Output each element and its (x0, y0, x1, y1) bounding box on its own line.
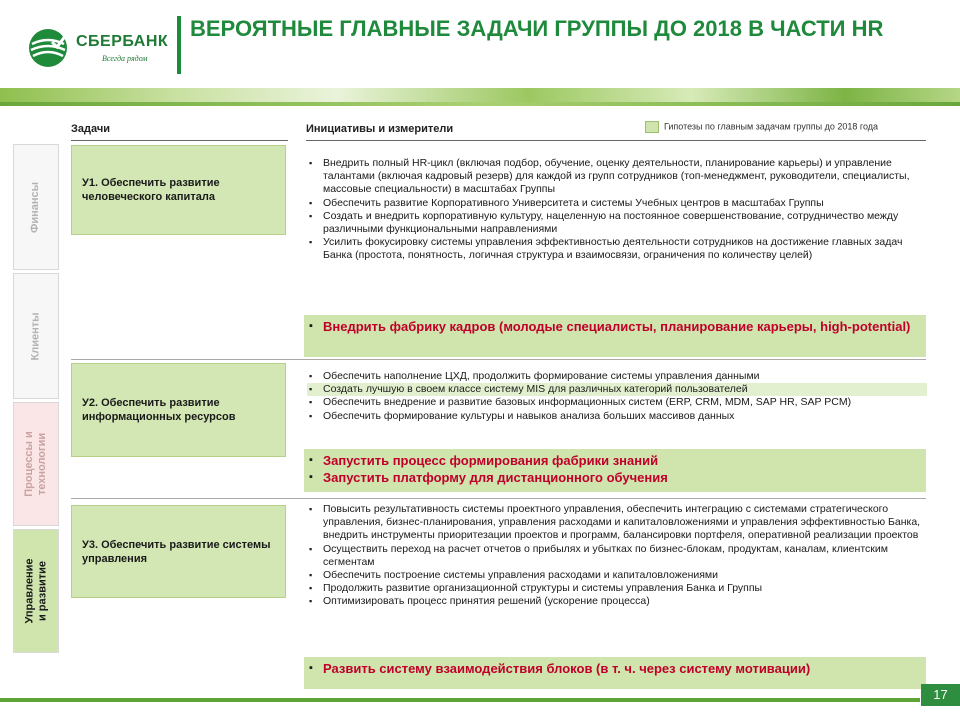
category-processes-label (23, 431, 49, 497)
highlight-item: ▪ Развить систему взаимодействия блоков (в т. ч. через систему мотивации) (308, 660, 926, 677)
task-box-u1 (71, 145, 286, 235)
initiatives-header-line (306, 140, 926, 141)
list-item: ▪ Обеспечить построение системы управления расходами и капиталовложениями (307, 569, 927, 582)
section-divider (71, 359, 926, 360)
category-management-label (23, 558, 49, 623)
section-divider (71, 498, 926, 499)
list-item: ▪ Обеспечить развитие Корпоративного Университета и системы Учебных центров в масштабах Группы (307, 197, 927, 210)
tasks-header-line (71, 140, 288, 141)
highlight-box-u3 (304, 657, 926, 689)
category-management (13, 529, 59, 653)
legend-label: Гипотезы по главным задачам группы до 2018 года (664, 121, 879, 132)
page-number: 17 (921, 684, 960, 706)
category-finance (13, 144, 59, 270)
list-item: ▪ Оптимизировать процесс принятия решений (ускорение процесса) (307, 595, 927, 608)
category-clients-label: Клиенты (29, 311, 42, 361)
list-item: ▪ Создать и внедрить корпоративную культуру, нацеленную на постоянное совершенствование, сотрудничество между различными функциональными направлениями (307, 210, 927, 236)
initiatives-u2 (307, 370, 927, 423)
initiatives-header: Инициативы и измерители (306, 123, 454, 135)
initiatives-u1 (307, 157, 927, 263)
list-item: ▪ Продолжить развитие организационной структуры и системы управления Банка и Группы (307, 582, 927, 595)
highlight-item: ▪ Запустить процесс формирования фабрики знаний (308, 452, 926, 469)
list-item: ▪ Обеспечить наполнение ЦХД, продолжить формирование системы управления данными (307, 370, 927, 383)
highlight-box-u2 (304, 449, 926, 492)
task-box-u2 (71, 363, 286, 457)
task-box-u3 (71, 505, 286, 598)
list-item: ▪ Обеспечить формирование культуры и навыков анализа больших массивов данных (307, 410, 927, 423)
footer-bar (0, 698, 920, 702)
sberbank-logo (26, 26, 169, 74)
page-title: ВЕРОЯТНЫЕ ГЛАВНЫЕ ЗАДАЧИ ГРУППЫ ДО 2018 В ЧАСТИ HR (190, 16, 884, 41)
category-management-line2: и развитие (36, 560, 49, 622)
category-management-line1: Управление (23, 558, 36, 624)
brand-name: СБЕРБАНК (76, 33, 169, 50)
category-processes (13, 402, 59, 526)
category-processes-line2: технологии (36, 432, 48, 496)
category-processes-line1: Процессы и (23, 431, 35, 497)
highlight-item: ▪ Запустить платформу для дистанционного обучения (308, 469, 926, 486)
list-item: ▪ Усилить фокусировку системы управления эффективностью деятельности сотрудников на достижение главных задач Банка (простота, понятность, логичная структура и взаимосвязи, ограничения по количеству целей) (307, 236, 927, 262)
title-accent-bar (177, 16, 181, 74)
list-item: ▪ Внедрить полный HR-цикл (включая подбор, обучение, оценку деятельности, планирование карьеры) и управление талантами (включая кадровый резерв) для каждой из групп сотрудников (топ-менеджмент, руководители, специалисты, массовые специальности) в масштабах Группы (307, 157, 927, 197)
task-title: У3. Обеспечить развитие системы управления (82, 538, 271, 565)
highlight-item: ▪ Внедрить фабрику кадров (молодые специалисты, планирование карьеры, high-potential) (308, 318, 926, 335)
list-item: ▪ Обеспечить внедрение и развитие базовых информационных систем (ERP, CRM, MDM, SAP HR, SAP PCM) (307, 396, 927, 409)
brand-slogan: Всегда рядом (102, 54, 148, 63)
tasks-header: Задачи (71, 123, 110, 135)
legend (645, 121, 878, 133)
list-item: ▪ Создать лучшую в своем классе систему MIS для различных категорий пользователей (307, 383, 927, 396)
task-title: У1. Обеспечить развитие человеческого капитала (82, 177, 220, 203)
initiatives-u3 (307, 503, 927, 609)
highlight-box-u1 (304, 315, 926, 357)
decorative-band (0, 88, 960, 106)
category-clients (13, 273, 59, 399)
task-title: У2. Обеспечить развитие информационных ресурсов (82, 397, 236, 423)
list-item: ▪ Повысить результативность системы проектного управления, обеспечить интеграцию с системами стратегического управления, бизнес-планирования, управления расходами и капиталовложениями и управления эффективностью Банка, внедрить инструменты приоритезации проектов и программ, балансировки портфеля, оперативной реализации проектов (307, 503, 927, 543)
legend-swatch (645, 121, 659, 133)
sberbank-emblem-icon (26, 26, 70, 70)
category-finance-label: Финансы (29, 181, 42, 233)
list-item: ▪ Осуществить переход на расчет отчетов о прибылях и убытках по бизнес-блокам, продуктам, каналам, клиентским сегментам (307, 543, 927, 569)
